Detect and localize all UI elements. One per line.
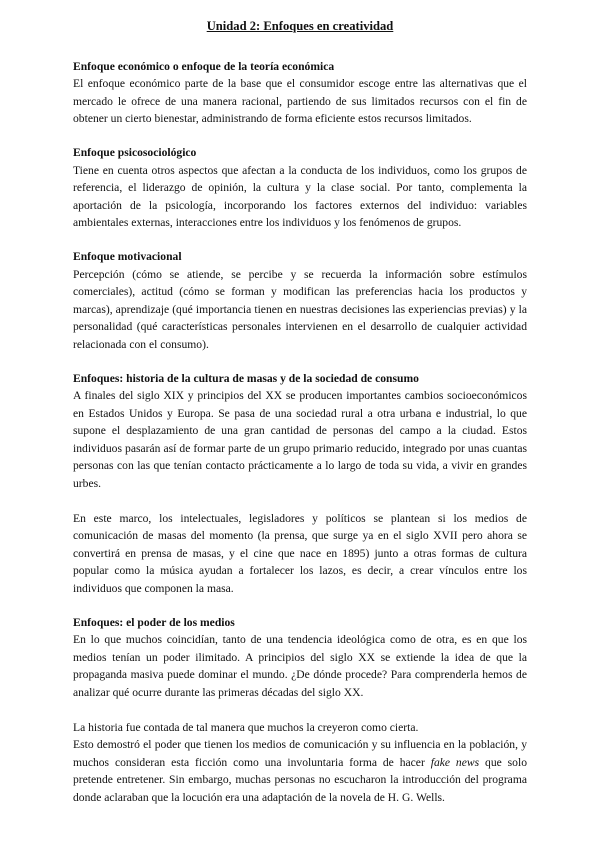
section-psychosociological [73, 144, 527, 232]
section-heading: Enfoques: el poder de los medios [73, 615, 235, 629]
section-paragraph: En este marco, los intelectuales, legisladores y políticos se plantean si los medios de comunicación de masas del momento (la prensa, que surge ya en el siglo XVII pero ahora se convertirá en prensa de masas, y el cine que nace en 1895) junto a otras formas de cultura popular como la música ayudan a fortalecer los lazos, es decir, a crear vínculos entre los individuos que componen la masa. [73, 511, 527, 596]
section-paragraph: La historia fue contada de tal manera que muchos la creyeron como cierta. [73, 720, 419, 734]
emphasis-text: fake news [430, 755, 480, 769]
section-heading: Enfoque económico o enfoque de la teoría económica [73, 59, 335, 73]
section-paragraph: Tiene en cuenta otros aspectos que afectan a la conducta de los individuos, como los grupos de referencia, el liderazgo de opinión, la cultura y la clase social. Por tanto, complementa la aportación de la psicología, incorporando los factores externos del individuo: variables ambientales externas, interacciones entre los individuos y los fenómenos de grupos. [73, 163, 527, 230]
section-mass-culture [73, 370, 527, 598]
section-heading: Enfoque motivacional [73, 249, 182, 263]
text-run: Esto demostró el poder que tienen los medios de comunicación y su influencia en la población, y muchos consideran esta ficción como una involuntaria forma de hacer [73, 738, 527, 769]
section-paragraph: El enfoque económico parte de la base que el consumidor escoge entre las alternativas que el mercado le ofrece de una manera racional, partiendo de sus limitados recursos con el fin de obtener un cierto bienestar, administrando de forma eficiente estos recursos limitados. [73, 77, 527, 126]
section-heading: Enfoque psicosociológico [73, 145, 197, 159]
text-run: que solo pretende entretener. Sin embargo, muchas personas no escucharon la introducción del programa donde aclaraban que la locución era una adaptación de la novela de H. G. Wells. [73, 755, 527, 804]
section-heading: Enfoques: historia de la cultura de masas y de la sociedad de consumo [73, 371, 419, 385]
section-paragraph: Percepción (cómo se atiende, se percibe y se recuerda la información sobre estímulos comerciales), actitud (cómo se forman y modifican las preferencias hacia los productos y marcas), aprendizaje (qué importancia tienen en nuestras decisiones las experiencias previas) y la personalidad (qué características personales intervienen en el desarrollo de cualquier actividad relacionada con el consumo). [73, 267, 527, 351]
section-media-power [73, 614, 527, 807]
section-paragraph: En lo que muchos coincidían, tanto de una tendencia ideológica como de otra, es en que los medios tenían un poder ilimitado. A principios del siglo XX se extiende la idea de que la propaganda masiva puede dominar el mundo. ¿De dónde procede? Para comprenderla hemos de analizar qué ocurre durante las primeras décadas del siglo XX. [73, 633, 527, 699]
section-economic [73, 58, 527, 128]
section-motivational [73, 248, 527, 354]
section-paragraph: A finales del siglo XIX y principios del XX se producen importantes cambios socioeconómicos en Estados Unidos y Europa. Se pasa de una sociedad rural a otra urbana e industrial, lo que supone el desplazamiento de una gran cantidad de personas del campo a la ciudad. Estos individuos pasarán así de formar parte de un grupo primario reducido, integrado por unas cuantas personas con las que tenían contacto prácticamente a lo largo de toda su vida, a vivir en grandes urbes. [73, 389, 527, 491]
section-paragraph-final [73, 736, 527, 806]
page-title: Unidad 2: Enfoques en creatividad [206, 19, 394, 33]
